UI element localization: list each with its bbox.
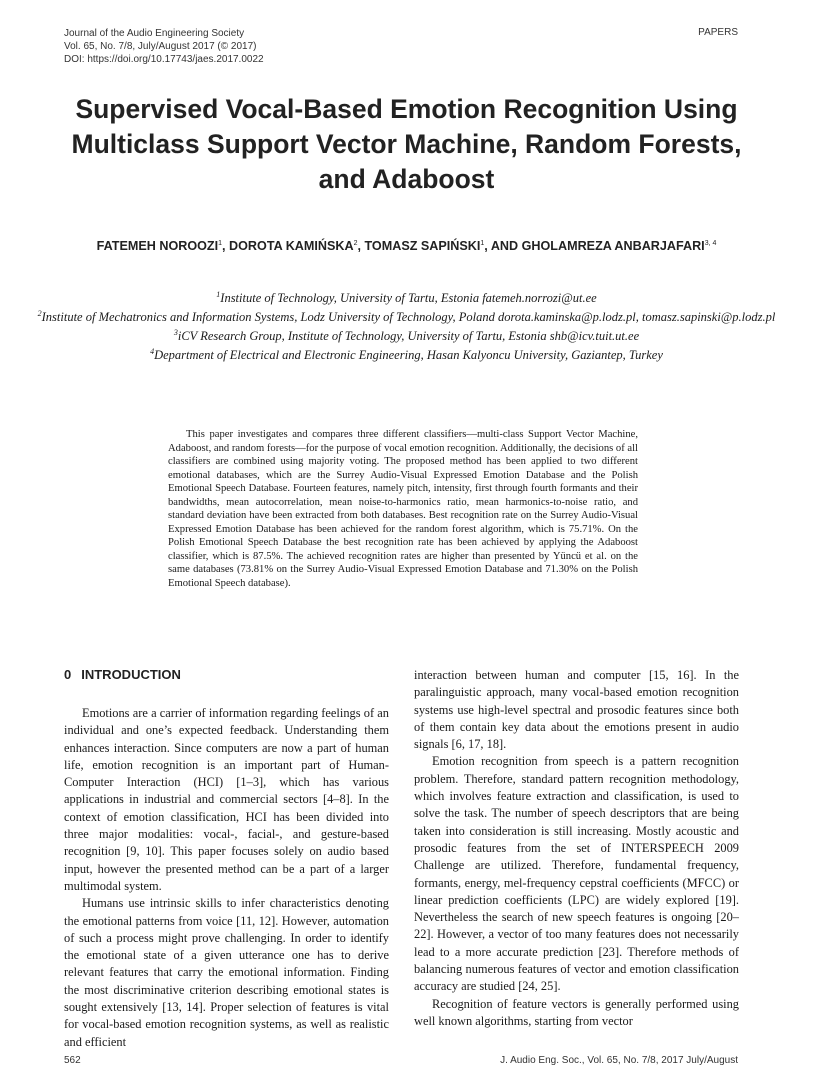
affiliation: $^1$Institute of Technology, University of Tartu, Estonia fatemeh.norrozi@ut.ee <box>216 290 597 306</box>
journal-volume: Vol. 65, No. 7/8, July/August 2017 (© 2017) <box>64 41 257 52</box>
page-number: 562 <box>64 1055 81 1066</box>
paper-title: Supervised Vocal-Based Emotion Recognition Using Multiclass Support Vector Machine, Random Forests, and Adaboost <box>71 94 742 194</box>
paragraph: Humans use intrinsic skills to infer characteristics denoting the emotional patterns from voice [11, 12]. However, automation of such a process might prove challenging. In order to identify the emotional state of a given utterance one has to derive relevant features that carry the emotional information. Finding the most discriminative criterion describing emotional states is sought extensively [13, 14]. Proper selection of features is vital for vocal-based emotion recognition systems, as well as realistic and efficient <box>64 896 389 1049</box>
paragraph: Emotion recognition from speech is a pattern recognition problem. Therefore, standard pattern recognition methodology, which involves feature extraction and classification, is used to solve the task. The number of speech descriptors that are being taken into consideration is still increasing. Mostly acoustic and prosodic features from the set of INTERSPEECH 2009 Challenge are utilized. Therefore, fundamental frequency, formants, energy, mel-frequency cepstral coefficients (MFCC) or linear prediction coefficients (LPC) are widely explored [19]. Nevertheless the search of new speech features is ongoing [20–22]. However, a vector of too many features does not necessarily lead to a more accurate prediction [23]. Therefore methods of balancing numerous features of vector and emotion classification accuracy are studied [24, 25]. <box>414 754 739 994</box>
paragraph: interaction between human and computer [15, 16]. In the paralinguistic approach, many vocal-based emotion recognition systems use high-level spectral and prosodic features since both of them contain key data about the emotions present in audio signals [6, 17, 18]. <box>414 668 739 752</box>
journal-meta <box>64 27 264 66</box>
journal-name: Journal of the Audio Engineering Society <box>64 28 245 39</box>
section-heading <box>64 667 389 683</box>
section-tag: PAPERS <box>698 27 738 38</box>
footer-journal-ref: J. Audio Eng. Soc., Vol. 65, No. 7/8, 2017 July/August <box>500 1055 738 1066</box>
journal-doi: DOI: https://doi.org/10.17743/jaes.2017.0022 <box>64 54 264 65</box>
paragraph: Emotions are a carrier of information regarding feelings of an individual and one’s expected feedback. Understanding them enhances interaction. Since computers are now a part of human life, emotion recognition is an important part of Human-Computer Interaction (HCI) [1–3], which has various applications in industrial and commercial sectors [4–8]. In the context of emotion classification, HCI has been divided into three major modalities: vocal-, facial-, and gesture-based recognition [9, 10]. This paper focuses solely on audio based input, however the presented method can be a part of a larger multimodal system. <box>64 706 389 893</box>
author-list <box>40 239 773 253</box>
author: TOMASZ SAPIŃSKI$^1$, <box>364 239 491 253</box>
author: FATEMEH NOROOZI$^1$, <box>96 239 230 253</box>
affiliation: $^3$iCV Research Group, Institute of Technology, University of Tartu, Estonia shb@icv.tuit.ut.ee <box>173 328 640 344</box>
right-column <box>414 667 739 1030</box>
affiliation: $^2$Institute of Mechatronics and Information Systems, Lodz University of Technology, Poland dorota.kaminska@p.lodz.pl, tomasz.sapinski@p.lodz.pl <box>37 309 776 325</box>
section-number: 0 <box>64 667 72 682</box>
author: DOROTA KAMIŃSKA$^2$, <box>229 239 365 253</box>
left-column <box>64 667 389 1051</box>
affiliations <box>20 287 793 364</box>
affiliation: $^4$Department of Electrical and Electronic Engineering, Hasan Kalyoncu University, Gaziantep, Turkey <box>150 347 663 363</box>
author: AND GHOLAMREZA ANBARJAFARI$^{3, 4}$ <box>490 239 717 253</box>
paragraph: Recognition of feature vectors is generally performed using well known algorithms, starting from vector <box>414 996 739 1028</box>
section-title: INTRODUCTION <box>81 667 181 682</box>
abstract <box>168 428 638 590</box>
abstract-text: This paper investigates and compares three different classifiers—multi-class Support Vector Machine, Adaboost, and random forests—for the purpose of vocal emotion recognition. Additionally, the decisions of all classifiers are combined using majority voting. The proposed method has been applied to two different emotional databases, which are the Surrey Audio-Visual Expressed Emotion Database and the Polish Emotional Speech Database. Fourteen features, namely pitch, intensity, first through fourth formants and their bandwidths, mean autocorrelation, mean noise-to-harmonics ratio, mean harmonics-to-noise ratio, and standard deviation have been extracted from both databases. Best recognition rate on the Surrey Audio-Visual Expressed Emotion Database has been achieved for the random forest algorithm, which is 75.71%. On the Polish Emotional Speech Database the best recognition rate has been achieved by applying the Adaboost classifier, which is 87.5%. The achieved recognition rates are higher than presented by Yüncü et al. on the same databases (73.81% on the Surrey Audio-Visual Expressed Emotion Database and 71.30% on the Polish Emotional Speech database). <box>168 429 638 589</box>
